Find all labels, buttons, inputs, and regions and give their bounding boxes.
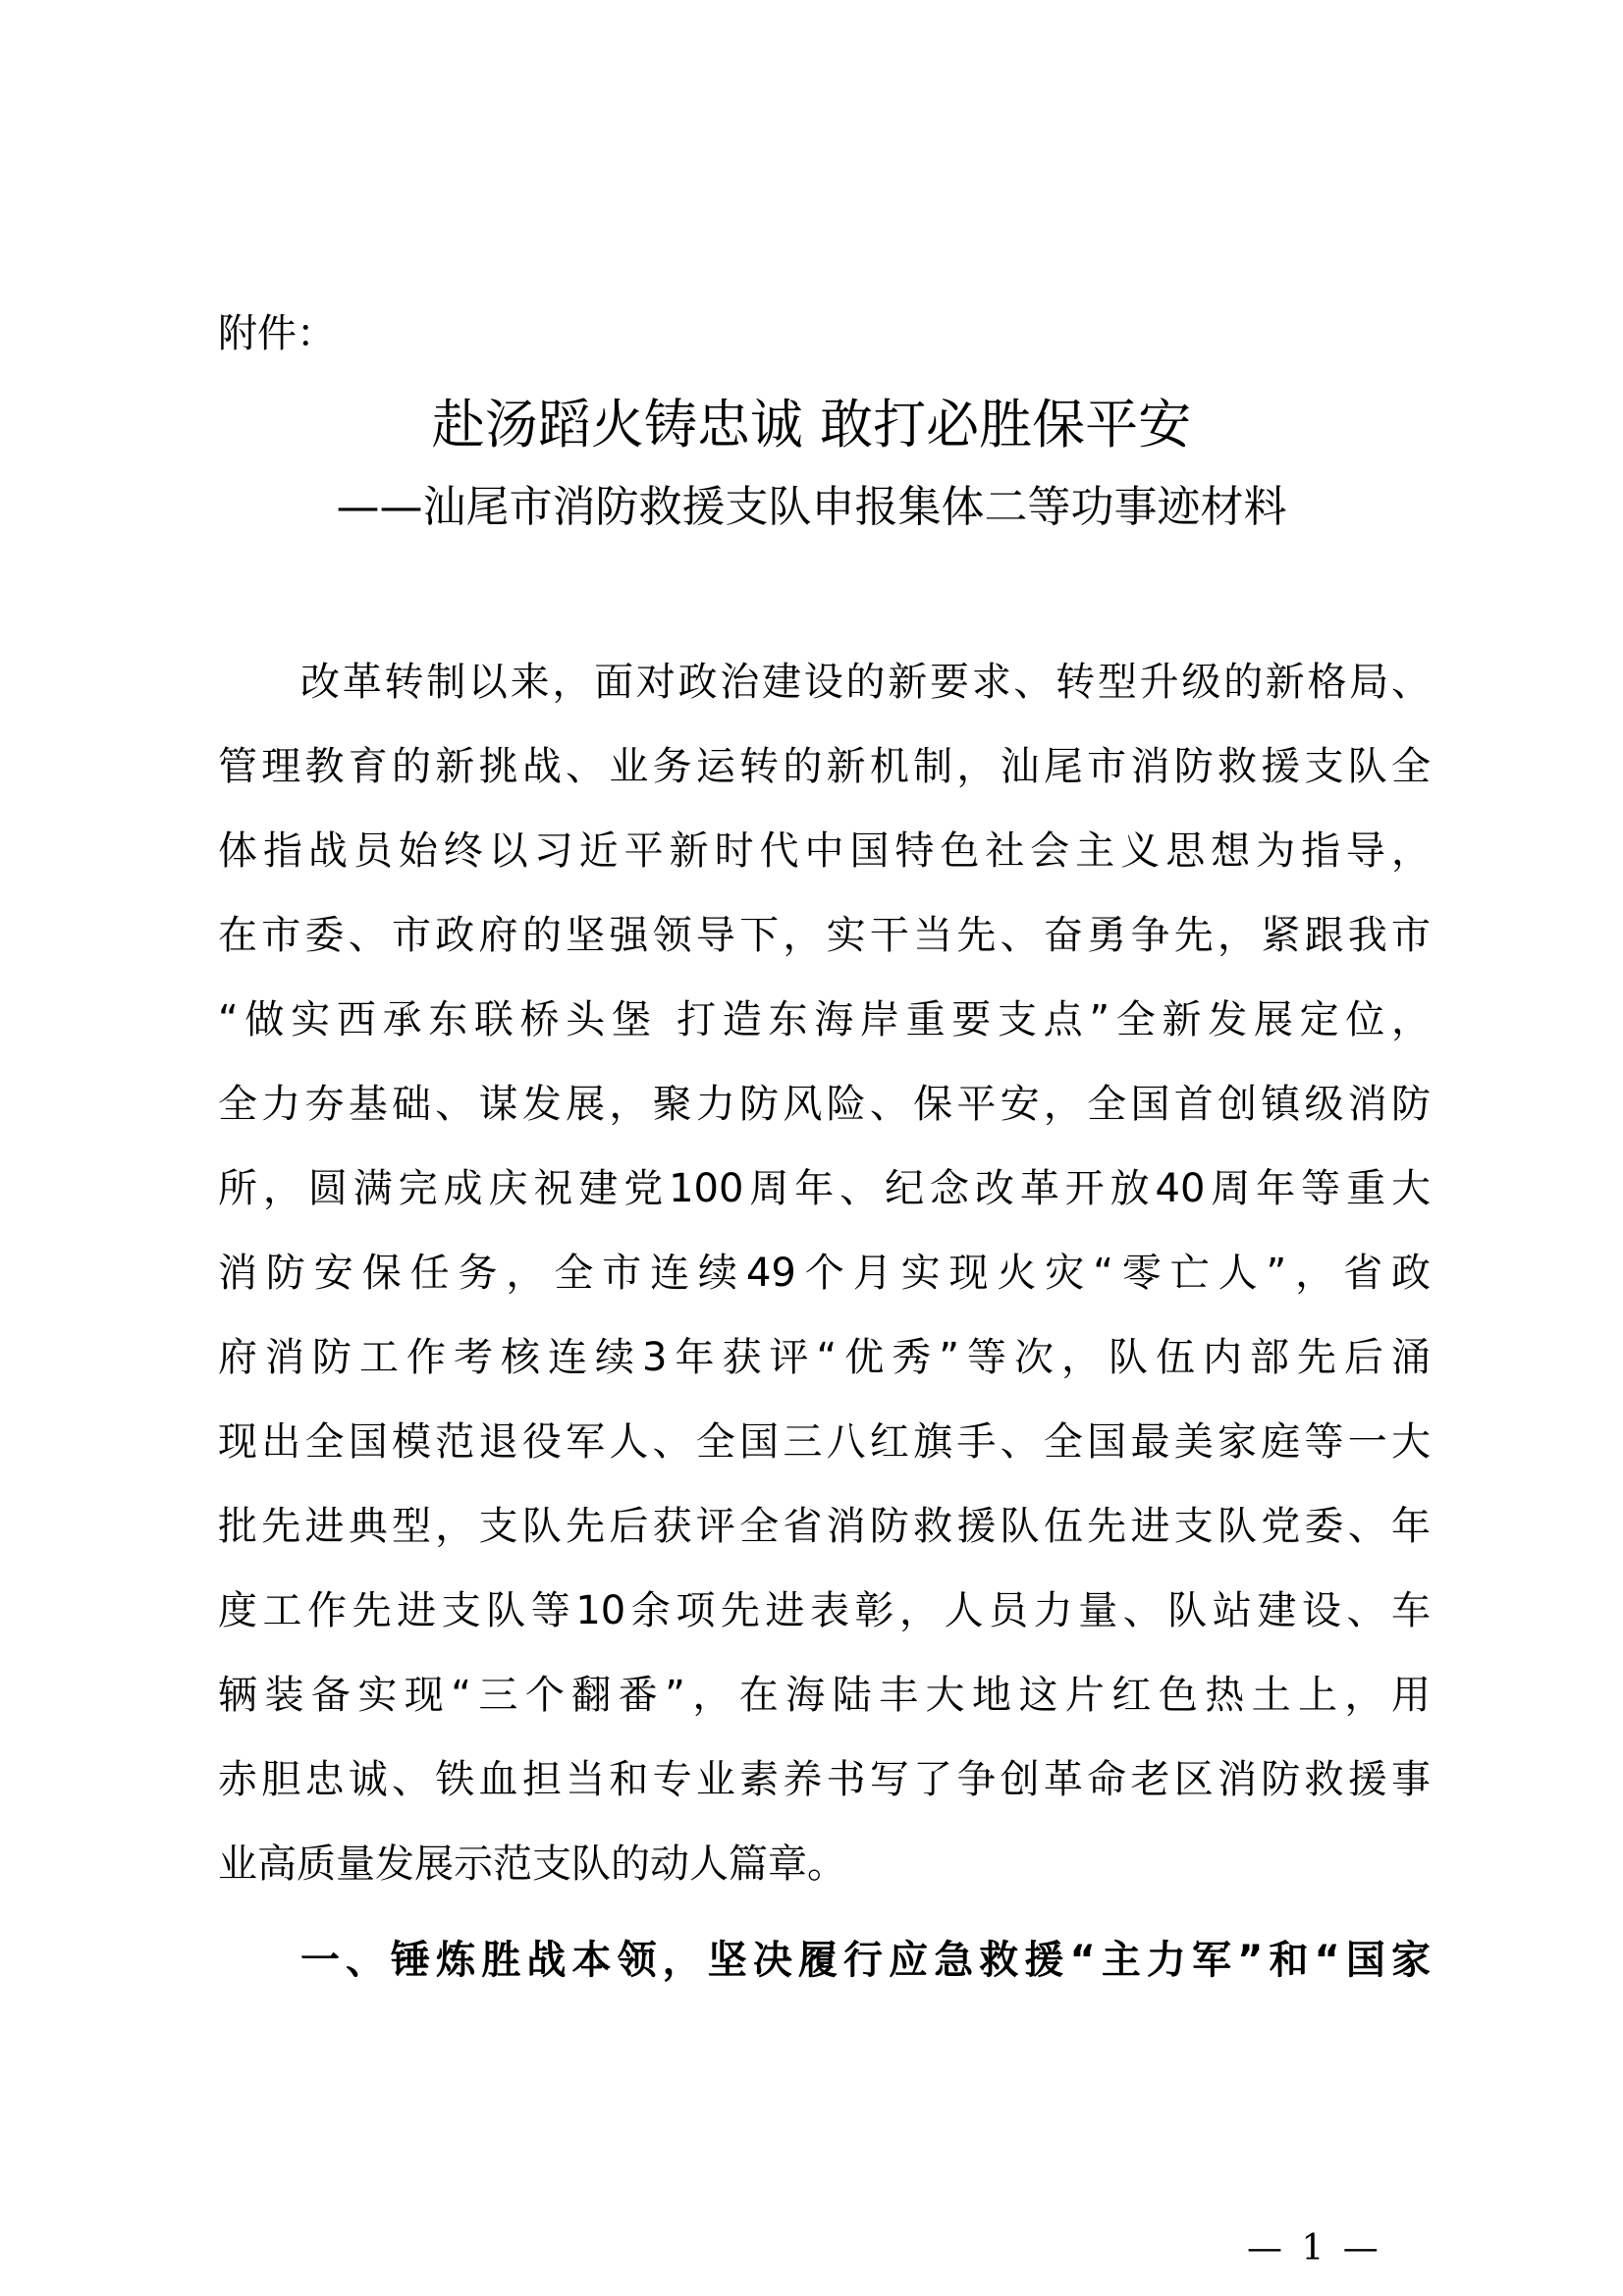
document-body bbox=[218, 652, 1431, 2014]
paragraph-line: 在市委、市政府的坚强领导下，实干当先、奋勇争先，紧跟我市 bbox=[218, 913, 1431, 958]
paragraph-line: 度工作先进支队等10余项先进表彰，人员力量、队站建设、车 bbox=[218, 1588, 1431, 1633]
paragraph-line: 管理教育的新挑战、业务运转的新机制，汕尾市消防救援支队全 bbox=[218, 744, 1431, 789]
paragraph-line: 赤胆忠诚、铁血担当和专业素养书写了争创革命老区消防救援事 bbox=[218, 1757, 1431, 1802]
paragraph-line: 业高质量发展示范支队的动人篇章。 bbox=[218, 1842, 846, 1887]
document-title: 赴汤蹈火铸忠诚 敢打必胜保平安 bbox=[431, 394, 1192, 455]
paragraph-line: 现出全国模范退役军人、全国三八红旗手、全国最美家庭等一大 bbox=[218, 1419, 1431, 1465]
page-number: — 1 — bbox=[1247, 2228, 1382, 2269]
paragraph-line: 所，圆满完成庆祝建党100周年、纪念改革开放40周年等重大 bbox=[218, 1166, 1431, 1211]
paragraph-line: 消防安保任务，全市连续49个月实现火灾“零亡人”，省政 bbox=[218, 1251, 1431, 1296]
paragraph-line: 改革转制以来，面对政治建设的新要求、转型升级的新格局、 bbox=[300, 660, 1431, 705]
paragraph-line: “做实西承东联桥头堡 打造东海岸重要支点”全新发展定位， bbox=[218, 997, 1431, 1042]
paragraph-line: 府消防工作考核连续3年获评“优秀”等次，队伍内部先后涌 bbox=[218, 1335, 1431, 1380]
section-heading: 一、锤炼胜战本领，坚决履行应急救援“主力军”和“国家 bbox=[300, 1938, 1431, 1983]
paragraph-line: 辆装备实现“三个翻番”，在海陆丰大地这片红色热土上，用 bbox=[218, 1673, 1431, 1718]
paragraph-line: 批先进典型，支队先后获评全省消防救援队伍先进支队党委、年 bbox=[218, 1504, 1431, 1549]
attachment-label: 附件： bbox=[218, 311, 336, 356]
document-subtitle: ——汕尾市消防救援支队申报集体二等功事迹材料 bbox=[336, 482, 1287, 532]
paragraph-line: 全力夯基础、谋发展，聚力防风险、保平安，全国首创镇级消防 bbox=[218, 1082, 1431, 1127]
paragraph-line: 体指战员始终以习近平新时代中国特色社会主义思想为指导， bbox=[218, 828, 1431, 874]
